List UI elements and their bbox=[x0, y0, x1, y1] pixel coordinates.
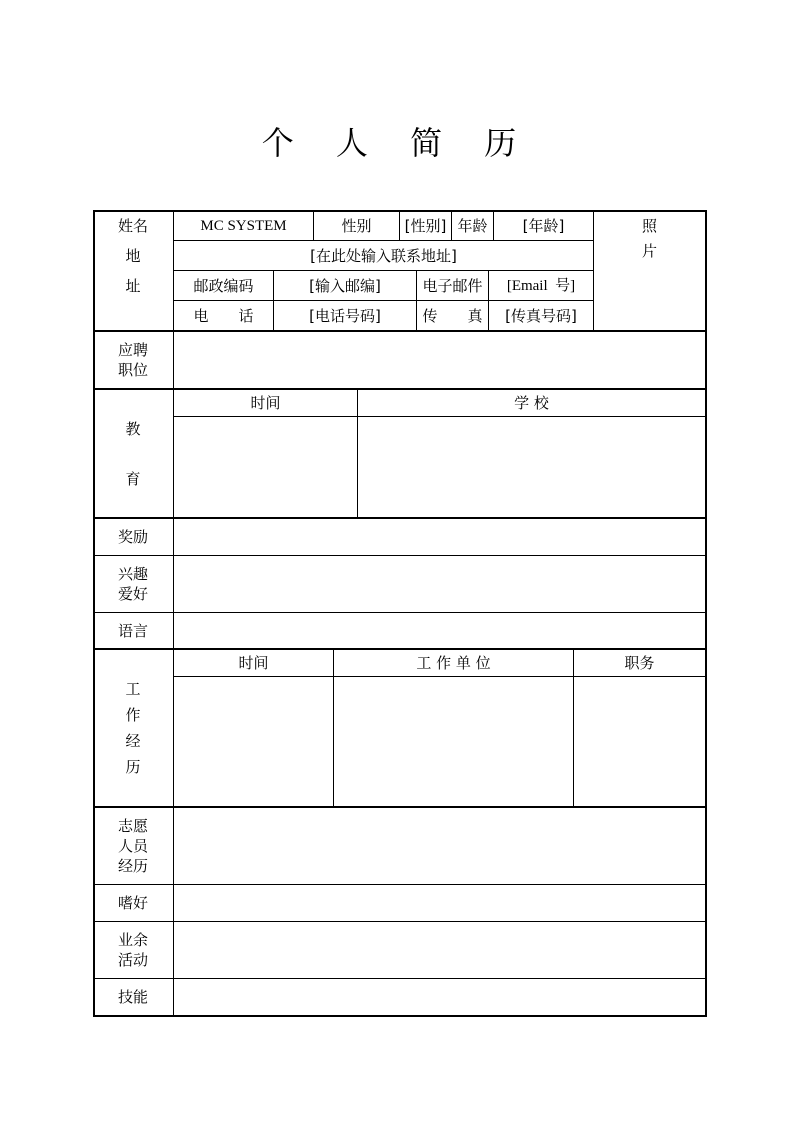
skills-label: 技能 bbox=[117, 988, 148, 1006]
education-school-field[interactable] bbox=[358, 417, 705, 517]
work-label-2: 作 bbox=[125, 706, 141, 724]
work-company-header: 工 作 单 位 bbox=[416, 654, 491, 672]
name-field[interactable]: MC SYSTEM bbox=[200, 218, 287, 234]
photo-area[interactable] bbox=[594, 214, 705, 264]
page-title: 个 人 简 历 bbox=[261, 124, 533, 162]
work-label-1: 工 bbox=[125, 680, 141, 698]
phone-field[interactable]: [电话号码] bbox=[309, 306, 381, 325]
volunteer-label-1: 志愿 bbox=[117, 817, 148, 835]
interests-field[interactable] bbox=[174, 556, 705, 612]
resume-table bbox=[93, 210, 707, 1017]
volunteer-label bbox=[93, 808, 173, 884]
name-label: 姓名 bbox=[117, 217, 148, 235]
email-field[interactable]: [Email 号] bbox=[506, 277, 576, 294]
activities-label bbox=[93, 922, 173, 978]
activities-field[interactable] bbox=[174, 922, 705, 978]
photo-label-1: 照 bbox=[641, 217, 657, 235]
table-border-bottom bbox=[93, 1015, 707, 1017]
education-school-header: 学 校 bbox=[514, 394, 549, 412]
address-label-1: 地 bbox=[125, 247, 141, 265]
fax-label: 传 真 bbox=[422, 306, 483, 325]
photo-label-2: 片 bbox=[641, 242, 657, 260]
postcode-label: 邮政编码 bbox=[193, 276, 254, 295]
age-label: 年龄 bbox=[457, 217, 488, 235]
activities-label-1: 业余 bbox=[117, 931, 148, 949]
work-role-field[interactable] bbox=[574, 677, 705, 806]
position-label-1: 应聘 bbox=[117, 341, 148, 359]
work-label-3: 经 bbox=[125, 732, 141, 750]
education-time-field[interactable] bbox=[174, 417, 357, 517]
work-label-4: 历 bbox=[125, 758, 141, 776]
awards-label: 奖励 bbox=[117, 528, 148, 546]
hobbies-field[interactable] bbox=[174, 885, 705, 921]
email-label: 电子邮件 bbox=[422, 276, 483, 295]
interests-label bbox=[93, 556, 173, 612]
volunteer-label-2: 人员 bbox=[117, 837, 148, 855]
education-label bbox=[93, 390, 173, 517]
interests-label-2: 爱好 bbox=[117, 585, 148, 603]
work-time-field[interactable] bbox=[174, 677, 333, 806]
hobbies-label: 嗜好 bbox=[117, 894, 148, 912]
phone-label: 电 话 bbox=[193, 306, 254, 325]
language-field[interactable] bbox=[174, 613, 705, 648]
postcode-field[interactable]: [输入邮编] bbox=[309, 276, 381, 295]
skills-field[interactable] bbox=[174, 979, 705, 1015]
work-role-header: 职务 bbox=[624, 654, 655, 672]
volunteer-field[interactable] bbox=[174, 808, 705, 884]
volunteer-label-3: 经历 bbox=[117, 857, 148, 875]
education-label-1: 教 bbox=[125, 419, 141, 438]
address-label bbox=[93, 241, 173, 330]
activities-label-2: 活动 bbox=[117, 951, 148, 969]
age-field[interactable]: [年龄] bbox=[522, 217, 565, 235]
address-label-2: 址 bbox=[125, 277, 141, 295]
gender-label: 性别 bbox=[341, 217, 372, 235]
gender-field[interactable]: [性别] bbox=[404, 217, 447, 235]
position-field[interactable] bbox=[174, 332, 705, 388]
address-field[interactable]: [在此处输入联系地址] bbox=[310, 246, 457, 265]
education-label-2: 育 bbox=[125, 469, 141, 488]
fax-field[interactable]: [传真号码] bbox=[505, 306, 577, 325]
education-time-header: 时间 bbox=[250, 394, 281, 412]
work-time-header: 时间 bbox=[238, 654, 269, 672]
work-company-field[interactable] bbox=[334, 677, 573, 806]
language-label: 语言 bbox=[117, 621, 148, 640]
position-label-2: 职位 bbox=[117, 361, 148, 379]
position-label bbox=[93, 332, 173, 388]
interests-label-1: 兴趣 bbox=[117, 565, 148, 583]
awards-field[interactable] bbox=[174, 519, 705, 555]
work-label bbox=[93, 650, 173, 806]
